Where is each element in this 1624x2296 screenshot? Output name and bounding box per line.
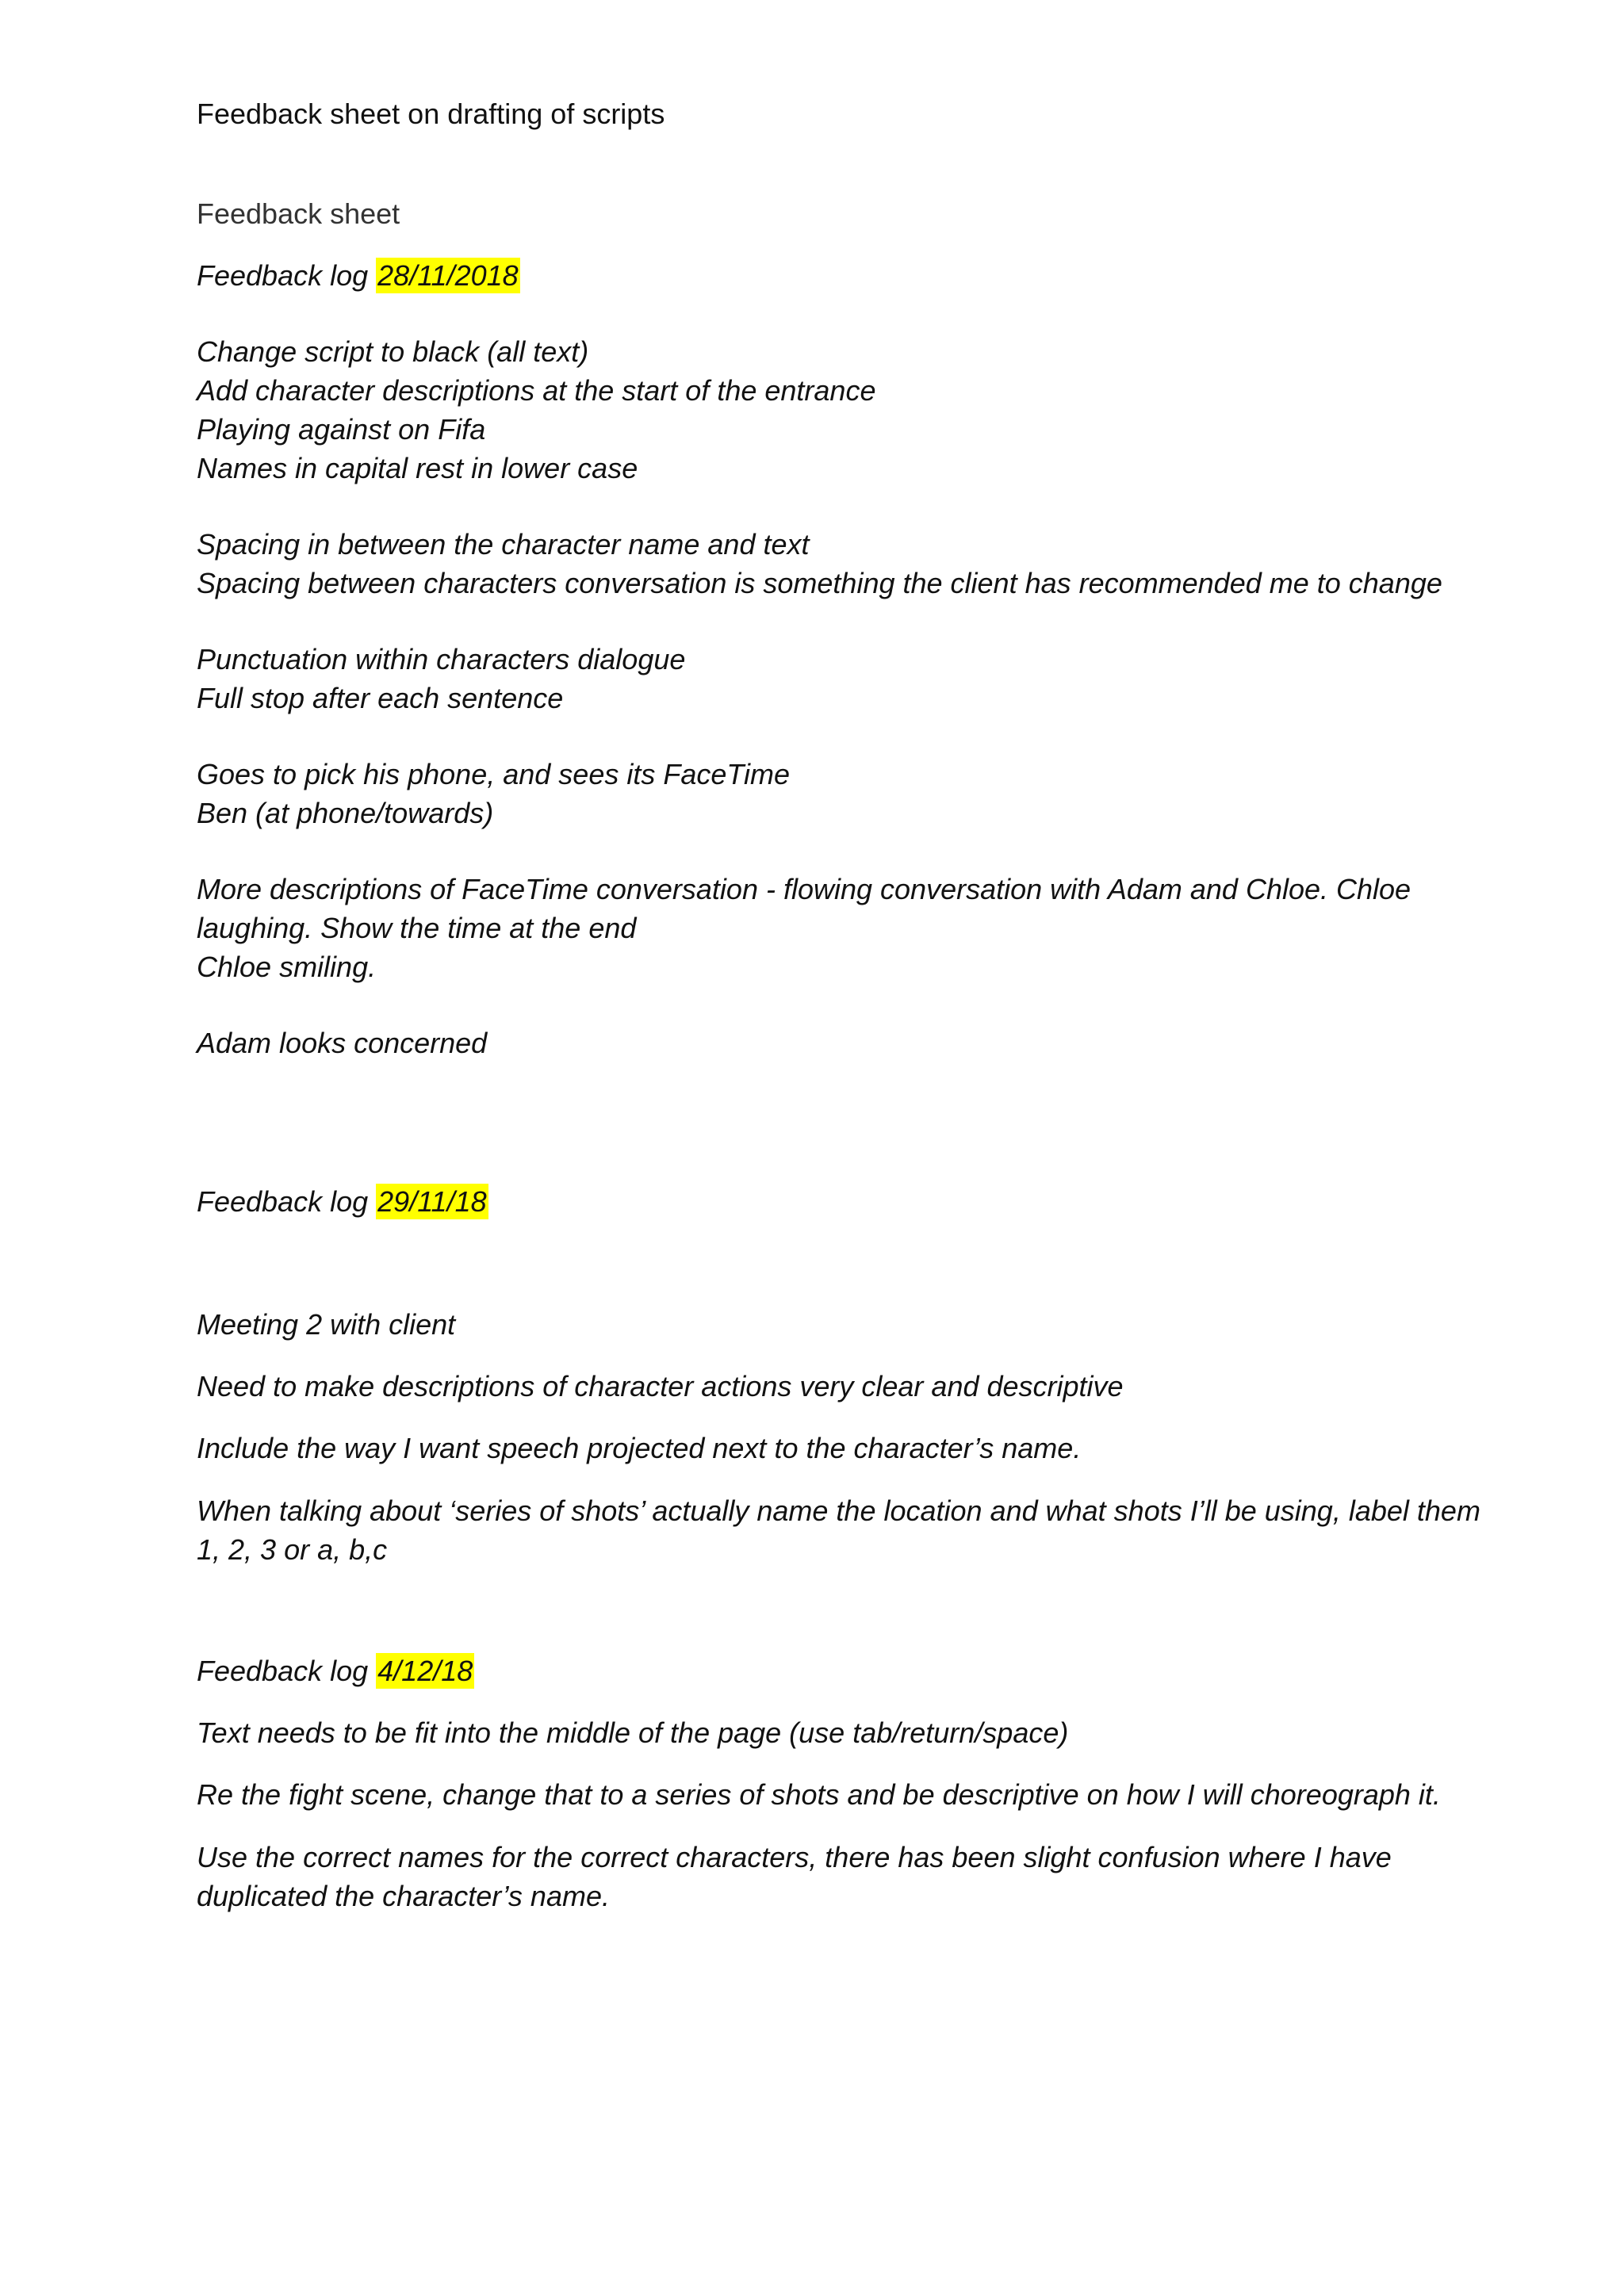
feedback-log-3-label: Feedback log bbox=[197, 1655, 377, 1687]
feedback-log-1-line: Goes to pick his phone, and sees its FaceTime bbox=[197, 758, 791, 790]
feedback-log-1-date: 28/11/2018 bbox=[377, 259, 519, 292]
feedback-log-1-line: Names in capital rest in lower case bbox=[197, 452, 638, 484]
feedback-log-2-line: 1, 2, 3 or a, b,c bbox=[197, 1533, 388, 1566]
feedback-log-1-line: Chloe smiling. bbox=[197, 951, 377, 983]
feedback-log-3-line: Use the correct names for the correct characters, there has been slight confusion where I have bbox=[197, 1841, 1392, 1873]
feedback-log-2-line: When talking about ‘series of shots’ actually name the location and what shots I’ll be using, label them bbox=[197, 1494, 1480, 1527]
feedback-log-2-line: Include the way I want speech projected next to the character’s name. bbox=[197, 1432, 1082, 1464]
feedback-log-1-label: Feedback log bbox=[197, 259, 377, 292]
feedback-log-3-line: duplicated the character’s name. bbox=[197, 1880, 610, 1912]
document-subtitle: Feedback sheet bbox=[197, 197, 400, 230]
document-title: Feedback sheet on drafting of scripts bbox=[197, 98, 665, 130]
feedback-log-1-line: Adam looks concerned bbox=[197, 1027, 488, 1059]
feedback-log-1-line: laughing. Show the time at the end bbox=[197, 912, 637, 944]
feedback-log-3-heading bbox=[197, 1657, 474, 1686]
feedback-log-2-label: Feedback log bbox=[197, 1185, 377, 1218]
feedback-log-1-line: Playing against on Fifa bbox=[197, 413, 486, 446]
feedback-log-1-line: More descriptions of FaceTime conversation - flowing conversation with Adam and Chloe. Chloe bbox=[197, 873, 1411, 905]
feedback-log-1-line: Change script to black (all text) bbox=[197, 335, 589, 368]
feedback-log-3-date: 4/12/18 bbox=[377, 1655, 473, 1687]
feedback-log-1-line: Add character descriptions at the start of the entrance bbox=[197, 374, 876, 407]
feedback-log-1-line: Spacing in between the character name and text bbox=[197, 528, 810, 561]
feedback-log-2-line: Need to make descriptions of character actions very clear and descriptive bbox=[197, 1370, 1124, 1402]
feedback-log-1-heading bbox=[197, 259, 520, 292]
feedback-log-2-date: 29/11/18 bbox=[377, 1185, 487, 1218]
feedback-log-1-line: Ben (at phone/towards) bbox=[197, 797, 494, 829]
feedback-log-3-line: Re the fight scene, change that to a series of shots and be descriptive on how I will choreograph it. bbox=[197, 1778, 1441, 1811]
feedback-log-2-line: Meeting 2 with client bbox=[197, 1308, 456, 1341]
feedback-log-1-line: Full stop after each sentence bbox=[197, 682, 564, 714]
feedback-log-3-line: Text needs to be fit into the middle of the page (use tab/return/space) bbox=[197, 1716, 1069, 1749]
feedback-log-2-heading bbox=[197, 1185, 488, 1218]
feedback-log-1-line: Punctuation within characters dialogue bbox=[197, 643, 686, 675]
feedback-log-1-line: Spacing between characters conversation is something the client has recommended me to change bbox=[197, 567, 1442, 599]
